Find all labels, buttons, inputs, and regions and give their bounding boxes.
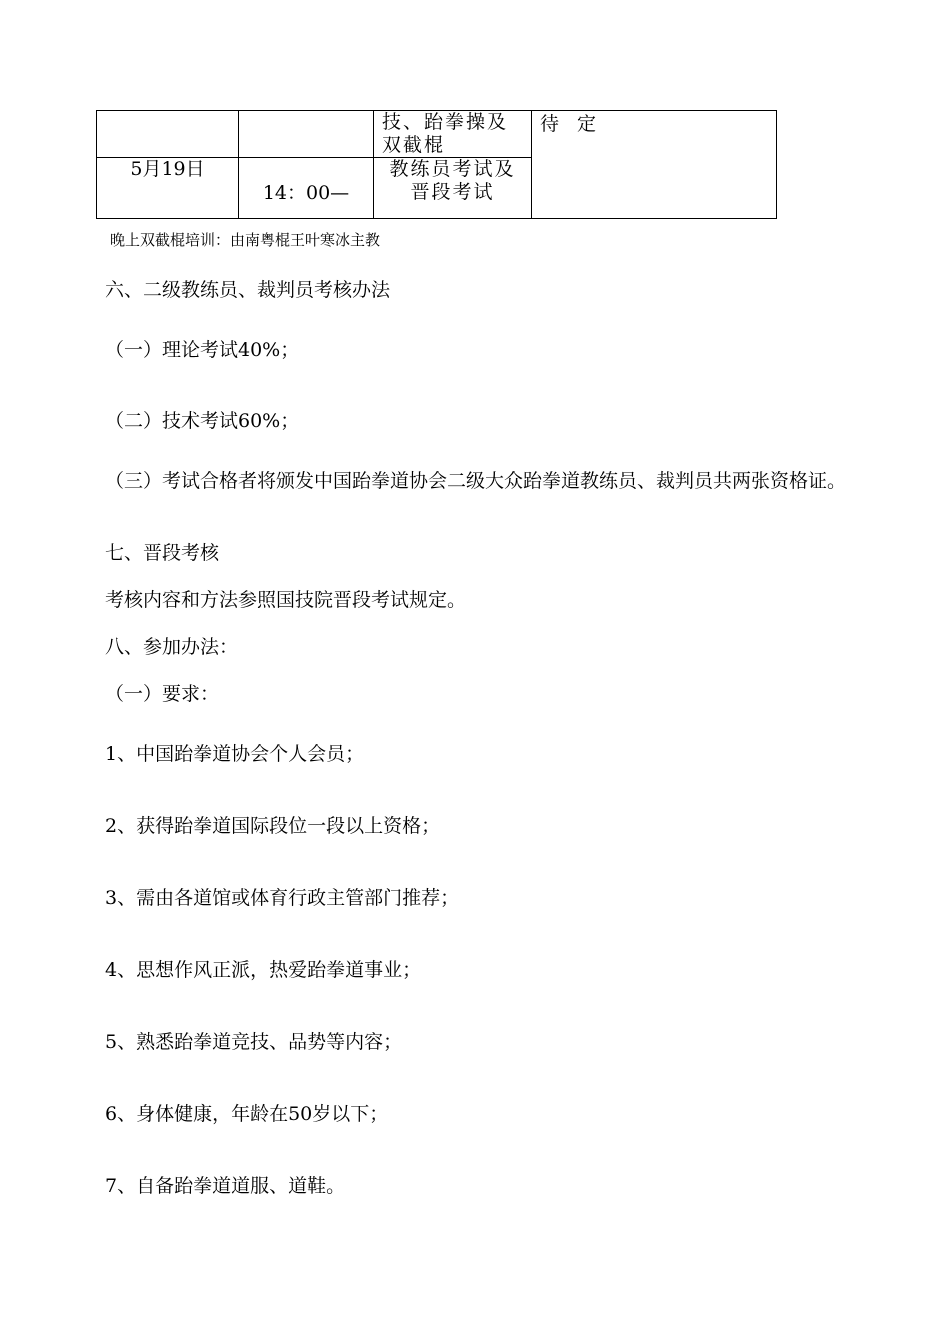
cell-time	[239, 111, 374, 158]
cell-time: 14：00—	[239, 158, 374, 219]
requirement-4: 4、思想作风正派，热爱跆拳道事业；	[105, 959, 422, 981]
section-6-item-3: （三）考试合格者将颁发中国跆拳道协会二级大众跆拳道教练员、裁判员共两张资格证。	[105, 470, 847, 492]
requirement-2: 2、获得跆拳道国际段位一段以上资格；	[105, 815, 441, 837]
section-6-item-1: （一）理论考试40%；	[105, 339, 300, 361]
requirement-3: 3、需由各道馆或体育行政主管部门推荐；	[105, 887, 460, 909]
requirement-5: 5、熟悉跆拳道竞技、品势等内容；	[105, 1031, 403, 1053]
cell-remark: 待 定	[532, 111, 777, 219]
training-note: 晚上双截棍培训：由南粤棍王叶寒冰主教	[110, 231, 381, 249]
cell-item: 教练员考试及晋段考试	[374, 158, 532, 219]
cell-date: 5月19日	[97, 158, 239, 219]
section-8-item-1: （一）要求：	[105, 683, 220, 705]
section-6-item-2: （二）技术考试60%；	[105, 410, 300, 432]
cell-item: 技、跆拳操及双截棍	[374, 111, 532, 158]
table-row	[97, 111, 777, 158]
section-7-body: 考核内容和方法参照国技院晋段考试规定。	[105, 589, 467, 611]
section-6-title: 六、二级教练员、裁判员考核办法	[105, 279, 391, 301]
requirement-6: 6、身体健康，年龄在50岁以下；	[105, 1103, 389, 1125]
section-7-title: 七、晋段考核	[105, 542, 220, 564]
cell-date	[97, 111, 239, 158]
requirement-7: 7、自备跆拳道道服、道鞋。	[105, 1175, 346, 1197]
requirement-1: 1、中国跆拳道协会个人会员；	[105, 743, 365, 765]
section-8-title: 八、参加办法：	[105, 636, 239, 658]
schedule-table	[96, 110, 777, 219]
